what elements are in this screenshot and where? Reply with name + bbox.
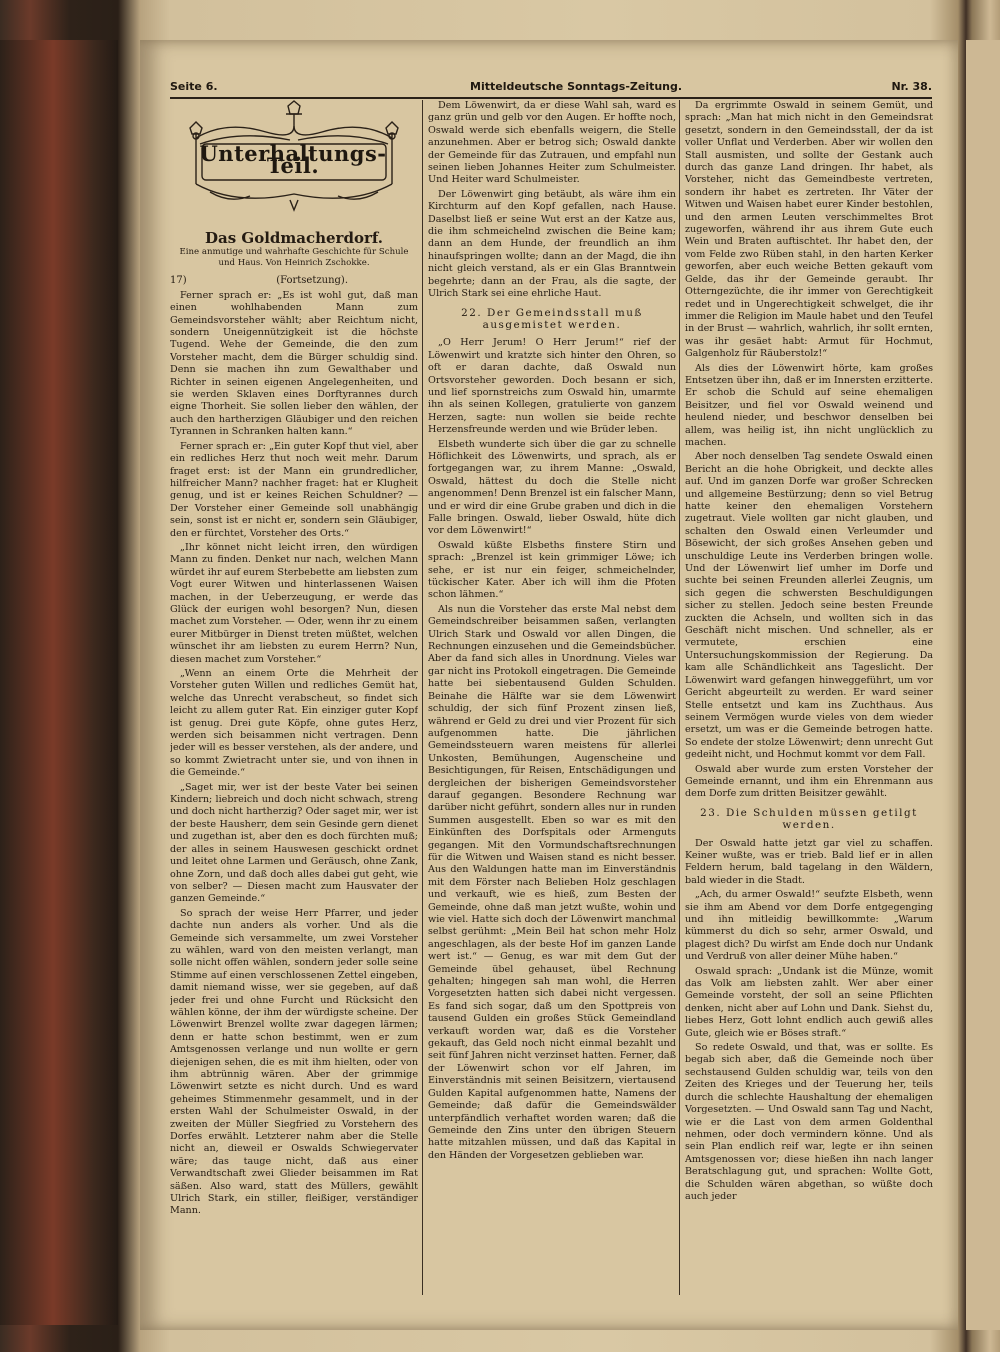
paragraph: Als dies der Löwenwirt hörte, kam großes Entsetzen über ihn, daß er im Innersten erzitterte. Er schob die Schuld auf seine ehemaligen Beisitzer, und fiel vor Oswald weinend und heulend nieder, und beschwor denselben bei allem, was heilig ist, ihn nicht unglücklich zu machen. bbox=[685, 362, 933, 448]
paragraph: „Ach, du armer Oswald!“ seufzte Elsbeth, wenn sie ihm am Abend vor dem Dorfe entgegenging und ihn mitleidig bewillkommte: „Warum kümmerst du dich so sehr, armer Oswald, und plagest dich? Du wirfst am Ende doch nur Undank und Verdruß von aller deiner Mühe haben.“ bbox=[685, 889, 933, 963]
installment-number: 17) bbox=[170, 275, 187, 287]
paragraph: Der Oswald hatte jetzt gar viel zu schaffen. Keiner wußte, was er trieb. Bald lief er in allen Feldern herum, bald tagelang in den Wäldern, bald wieder in die Stadt. bbox=[685, 837, 933, 886]
section-heading: 22. Der Gemeindsstall muß ausgemistet werden. bbox=[461, 306, 643, 331]
section-heading: 23. Die Schulden müssen getilgt werden. bbox=[700, 806, 918, 832]
header-rule bbox=[170, 97, 932, 99]
column-1 bbox=[170, 100, 418, 1295]
paragraph: So sprach der weise Herr Pfarrer, und jeder dachte nun anders als vorher. Und als die Gemeinde sich versammelte, um zwei Vorsteher zu wählen, ward von den meisten verlangt, man solle nicht offen wählen, sondern jeder solle seine Stimme auf einen verschlossenen Zettel eingeben, damit niemand wisse, wer sie gegeben, auf daß jeder frei und ohne Furcht und Rücksicht den wählen könne, der ihm der würdigste scheine. Der Löwenwirt Brenzel wollte zwar dagegen lärmen; denn er hatte schon bestimmt, wen er zum Amtsgenossen verlange und nun wollte er gern diejenigen sehen, die es mit ihm hielten, oder von ihm abtrünnig wären. Aber der grimmige Löwenwirt setzte es nicht durch. Und es ward geheimes Stimmenmehr gesammelt, und in der ersten Wahl der Schulmeister Oswald, in der zweiten der Müller Siegfried zu Vorstehern des Dorfes erwählt. Letzterer nahm aber die Stelle nicht an, dieweil er Oswalds Schwiegervater wäre; das tauge nicht, daß aus einer Verwandtschaft zwei Glieder beisammen im Rat säßen. Also ward, statt des Müllers, gewählt Ulrich Stark, ein stiller, fleißiger, verständiger Mann. bbox=[170, 907, 418, 1217]
paragraph: Da ergrimmte Oswald in seinem Gemüt, und sprach: „Man hat mich nicht in den Gemeindsrat gesetzt, sondern in den Gemeindsstall, der da ist voller Unflat und Verderben. Aber wir wollen den Stall ausmisten, und sollte der Gestank auch durch das ganze Land dringen. Ihr habet, als Vorsteher, nicht das Gemeindbeste vertreten, sondern ihr habet es zertreten. Ihr Väter der Witwen und Waisen habet eurer Kinder bestohlen, und den armen Leuten verschimmeltes Brot zugeworfen, während ihr aus ihrem Gute euch Wein und Braten auftischtet. Ihr habet den, der vom Felde zwo Rüben stahl, in den harten Kerker geworfen, aber euch weiche Betten gekauft vom Gelde, das ihr der Gemeinde geraubt. Ihr Otterngezüchte, die ihr immer von Gerechtigkeit redet und in Ungerechtigkeit schwelget, die ihr immer die Religion im Maule habet und den Teufel in der Brust — wahrlich, wahrlich, ihr sollt ernten, was ihr gesäet habt: Armut für Hochmut, Galgenholz für Räuberstolz!“ bbox=[685, 100, 933, 360]
paragraph: Ferner sprach er: „Ein guter Kopf thut viel, aber ein redliches Herz thut noch weit mehr. Darum fraget erst: ist der Mann ein grundredlicher, hilfreicher Mann? nachher fraget: hat er Klugheit genug, und ist er keines Reichen Schuldner? — Der Vorsteher einer Gemeinde soll unabhängig sein, sonst ist er nicht er, sondern sein Gläubiger, den er fürchtet, Vorsteher des Orts.“ bbox=[170, 440, 418, 539]
column-divider bbox=[422, 100, 423, 1295]
paper-title: Mitteldeutsche Sonntags-Zeitung. bbox=[470, 80, 683, 93]
paragraph: „Ihr könnet nicht leicht irren, den würdigen Mann zu finden. Denket nur nach, welchen Mann würdet ihr auf eurem Sterbebette am liebsten zum Vogt eurer Witwen und hinterlassenen Waisen machen, in der Ueberzeugung, er werde das Glück der eurigen wohl besorgen? Nun, diesen machet zum Vorsteher. — Oder, wenn ihr zu einem eurer Mitbürger in Dienst treten müßtet, welchen wünschet ihr am liebsten zu eurem Herrn? Nun, diesen machet zum Vorsteher.“ bbox=[170, 541, 418, 665]
page-header bbox=[170, 80, 932, 96]
column-3 bbox=[685, 100, 933, 1295]
paragraph: Elsbeth wunderte sich über die gar zu schnelle Höflichkeit des Löwenwirts, und sprach, als er fortgegangen war, zu ihrem Manne: „Oswald, Oswald, hättest du doch die Stelle nicht angenommen! Denn Brenzel ist ein falscher Mann, und er wird dir eine Grube graben und dich in die Falle bringen. Oswald, lieber Oswald, hüte dich vor dem Löwenwirt!“ bbox=[428, 438, 676, 537]
continuation-line bbox=[170, 275, 418, 287]
paragraph: Ferner sprach er: „Es ist wohl gut, daß man einen wohlhabenden Mann zum Gemeindsvorsteher wählt; aber Reichtum nicht, sondern Uneigennützigkeit ist die höchste Tugend. Wehe der Gemeinde, die den zum Vorsteher macht, dem die Bürger schuldig sind. Denn sie machen ihn zum Gewalthaber und Richter in seinen eigenen Angelegenheiten, und sie werden Sklaven eines Dorftyrannes durch eigne Thorheit. Sie sollen lieber den wählen, der auch den hartherzigen Gläubiger und den reichen Tyrannen in Schranken halten kann.“ bbox=[170, 289, 418, 438]
paragraph: So redete Oswald, und that, was er sollte. Es begab sich aber, daß die Gemeinde noch über sechstausend Gulden schuldig war, teils von den Zeiten des Krieges und der Teuerung her, teils durch die schlechte Haushaltung der ehemaligen Vorgesetzten. — Und Oswald sann Tag und Nacht, wie er die Last von dem armen Goldenthal nehmen, oder doch vermindern könne. Und als sein Plan endlich reif war, legte er ihn seinen Amtsgenossen vor; diese hießen ihn nach langer Beratschlagung gut, und sprachen: Wollte Gott, die Schulden wären abgethan, so wüßte doch auch jeder bbox=[685, 1042, 933, 1202]
continued-note: (Fortsetzung). bbox=[276, 275, 348, 287]
paragraph: Oswald küßte Elsbeths finstere Stirn und sprach: „Brenzel ist kein grimmiger Löwe; ich sehe, er ist nur ein feiger, schmeichelnder, tückischer Kater. Aber ich will ihm die Pfoten schon lähmen.“ bbox=[428, 539, 676, 601]
paragraph: Oswald sprach: „Undank ist die Münze, womit das Volk am liebsten zahlt. Wer aber einer Gemeinde vorsteht, der soll an seine Pflichten denken, nicht aber auf Lohn und Dank. Siehst du, liebes Herz, Gott lohnt endlich auch gewiß alles Gute, gleich wie er Böses straft.“ bbox=[685, 965, 933, 1039]
page-number: Seite 6. bbox=[170, 80, 218, 93]
story-title: Das Goldmacherdorf. bbox=[204, 229, 383, 247]
issue-number: Nr. 38. bbox=[891, 80, 932, 93]
banner-title: Unterhaltungs-Teil. bbox=[199, 141, 387, 179]
paragraph: „Wenn an einem Orte die Mehrheit der Vorsteher guten Willen und redliches Gemüt hat, welche das Unrecht verabscheut, so findet sich leicht zu allem guter Rat. Ein einziger guter Kopf ist genug. Drei gute Köpfe, ohne gutes Herz, werden sich beisammen nicht vertragen. Denn jeder will es besser verstehen, als der andere, und so kommt Zwietracht unter sie, und von ihnen in die Gemeinde.“ bbox=[170, 668, 418, 779]
book-spine bbox=[0, 40, 118, 1325]
story-subtitle: Eine anmutige und wahrhafte Geschichte für Schule und Haus. Von Heinrich Zschokke. bbox=[179, 247, 409, 269]
paragraph: Der Löwenwirt ging betäubt, als wäre ihm ein Kirchturm auf den Kopf gefallen, nach Hause. Daselbst ließ er seine Wut erst an der Katze aus, die ihm schmeichelnd zwischen die Beine kam; dann an dem Hunde, der freundlich an ihm hinaufspringen wollte; dann an der Magd, die ihn nicht gleich verstand, als er ein Glas Branntwein begehrte; dann an der Frau, als die sagte, der Ulrich Stark sei eine ehrliche Haut. bbox=[428, 188, 676, 300]
paragraph: Als nun die Vorsteher das erste Mal nebst dem Gemeindschreiber beisammen saßen, verlangten Ulrich Stark und Oswald vor allen Dingen, die Rechnungen einzusehen und die Gemeindsbücher. Aber da fand sich alles in Unordnung. Vieles war gar nicht ins Protokoll eingetragen. Die Gemeinde hatte bei siebentausend Gulden Schulden. Beinahe die Hälfte war sie dem Löwenwirt schuldig, der sich fünf Prozent zinsen ließ, während er Geld zu drei und vier Prozent für sich aufgenommen hatte. Die jährlichen Gemeindssteuern waren meistens für allerlei Unkosten, Bemühungen, Augenscheine und Besichtigungen, für Reisen, Entschädigungen und dergleichen der bisherigen Gemeindsvorsteher darauf gegangen. Besondere Rechnung war darüber nicht geführt, sondern alles nur in runden Summen ausgestellt. Eben so war es mit den Einkünften des Dorfspitals oder Armenguts gegangen. Mit den Vormundschaftsrechnungen für die Witwen und Waisen stand es nicht besser. Aus den Waldungen hatte man im Einverständnis mit dem Förster nach Belieben Holz geschlagen und verkauft, wie es hieß, zum Besten der Gemeinde, ohne daß man jetzt wußte, wohin und wie viel. Hatte sich doch der Löwenwirt manchmal selbst gerühmt: „Mein Beil hat schon mehr Holz angeschlagen, als der beste Hof im ganzen Lande wert ist.“ — Genug, es war mit dem Gut der Gemeinde übel gehauset, übel Rechnung gehalten; hingegen sah man wohl, die Herren Vorgesetzten hatten sich dabei nicht vergessen. Es fand sich sogar, daß um den Spottpreis von tausend Gulden ein großes Stück Gemeindland verkauft worden war, daß es die Vorsteher gekauft, das Geld noch nicht einmal bezahlt und seit fünf Jahren nicht verzinset hatten. Ferner, daß der Löwenwirt schon vor elf Jahren, im Einverständnis mit seinen Beisitzern, viertausend Gulden Kapital aufgenommen hatte, Namens der Gemeinde; daß dafür die Gemeindswälder unterpfändlich verhaftet worden waren; daß die Gemeinde den Zins unter den übrigen Steuern hatte mitzahlen müssen, und daß das Kapital in den Händen der Vorgesetzen geblieben war. bbox=[428, 603, 676, 1161]
section-banner bbox=[170, 100, 418, 228]
paragraph: „Saget mir, wer ist der beste Vater bei seinen Kindern; liebreich und doch nicht schwach, streng und doch nicht hartherzig? Oder saget mir, wer ist der beste Hausherr, dem sein Gesinde gern dienet und zugethan ist, aber den es doch fürchten muß; der alles in seinem Hauswesen geschickt ordnet und leitet ohne Larmen und Geräusch, ohne Zank, ohne Zorn, und daß doch alles dabei gut geht, wie von selber? — Diesen macht zum Hausvater der ganzen Gemeinde.“ bbox=[170, 781, 418, 905]
column-divider bbox=[679, 100, 680, 1295]
paragraph: „O Herr Jerum! O Herr Jerum!“ rief der Löwenwirt und kratzte sich hinter den Ohren, so oft er daran dachte, daß Oswald nun Ortsvorsteher geworden. Doch besann er sich, und lief spornstreichs zum Oswald hin, umarmte ihn als seinen Kollegen, gratulierte von ganzem Herzen, sagte: nun wollen sie beide rechte Herzensfreunde werden und wie Brüder leben. bbox=[428, 337, 676, 436]
newspaper-page bbox=[140, 40, 958, 1330]
paragraph: Aber noch denselben Tag sendete Oswald einen Bericht an die hohe Obrigkeit, und deckte alles auf. Und im ganzen Dorfe war großer Schrecken und allgemeine Bestürzung; denn so viel Betrug hatte keiner den ehemaligen Vorstehern zugetraut. Viele wollten gar nicht glauben, und schalten den Oswald einen Verleumder und Bösewicht, der sich großes Ansehen geben und unschuldige Leute ins Verderben bringen wolle. Und der Löwenwirt lief umher im Dorfe und suchte bei seinen Freunden allerlei Zeugnis, um sich gegen die schwersten Beschuldigungen sicher zu stellen. Jedoch seine besten Freunde zuckten die Achseln, und wollten sich in das Geschäft nicht mischen. Und schneller, als er vermutete, erschien eine Untersuchungskommission der Regierung. Da kam alle Schändlichkeit ans Tageslicht. Der Löwenwirt ward gefangen hinweggeführt, um vor Gericht abgeurteilt zu werden. Er ward seiner Stelle entsetzt und kam ins Zuchthaus. Aus seinem Vermögen wurde vieles von dem wieder ersetzt, um was er die Gemeinde betrogen hatte. So endete der stolze Löwenwirt; denn unrecht Gut gedeiht nicht, und Hochmut kommt vor dem Fall. bbox=[685, 451, 933, 761]
paragraph: Oswald aber wurde zum ersten Vorsteher der Gemeinde ernannt, und ihm ein Ehrenmann aus dem Dorfe zum dritten Beisitzer gewählt. bbox=[685, 763, 933, 800]
column-2 bbox=[428, 100, 676, 1295]
next-page-edge bbox=[966, 40, 1000, 1330]
paragraph: Dem Löwenwirt, da er diese Wahl sah, ward es ganz grün und gelb vor den Augen. Er hoffte noch, Oswald werde sich ebenfalls weigern, die Stelle anzunehmen. Aber er betrog sich; Oswald dankte der Gemeinde für das Zutrauen, und empfahl nun seinen lieben Johannes Heiter zum Schulmeister. Und Heiter ward Schulmeister. bbox=[428, 100, 676, 186]
